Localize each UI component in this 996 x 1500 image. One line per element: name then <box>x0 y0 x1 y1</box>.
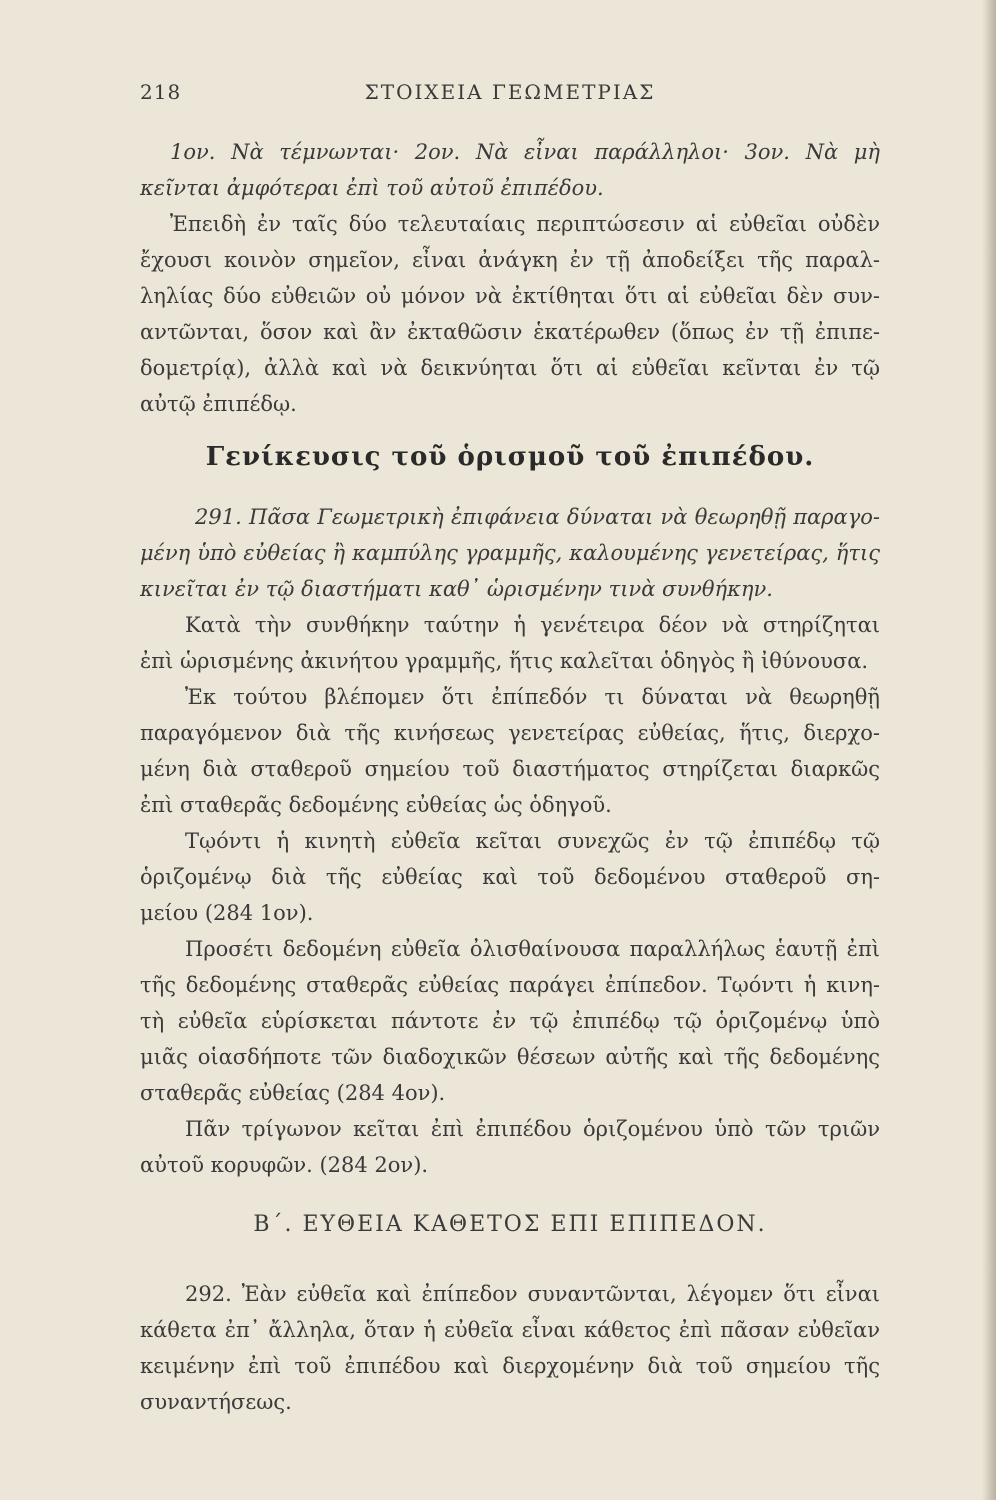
text-line: ἐπὶ σταθερᾶς δεδομένης εὐθείας ὡς ὁδηγοῦ. <box>140 793 612 817</box>
text-line: Προσέτι δεδομένη εὐθεῖα ὀλισθαίνουσα παραλλήλως ἑαυτῇ ἐπὶ <box>185 937 880 961</box>
text-line: Τῳόντι ἡ κινητὴ εὐθεῖα κεῖται συνεχῶς ἐν τῷ ἐπιπέδῳ τῷ <box>185 829 880 853</box>
text-line: κεῖνται ἀμφότεραι ἐπὶ τοῦ αὐτοῦ ἐπιπέδου. <box>140 176 604 200</box>
text-line: μένη ὑπὸ εὐθείας ἢ καμπύλης γραμμῆς, καλουμένης γενετείρας, ἥτις <box>140 541 880 565</box>
text-line: μιᾶς οἱασδήποτε τῶν διαδοχικῶν θέσεων αὐτῆς καὶ τῆς δεδομένης <box>140 1045 880 1069</box>
text-line: 292. Ἐὰν εὐθεῖα καὶ ἐπίπεδον συναντῶνται, λέγομεν ὅτι εἶναι <box>185 1282 880 1306</box>
text-line: παραγόμενον διὰ τῆς κινήσεως γενετείρας εὐθείας, ἥτις, διερχο- <box>140 721 880 745</box>
text-line: τὴ εὐθεῖα εὑρίσκεται πάντοτε ἐν τῷ ἐπιπέδῳ τῷ ὁριζομένῳ ὑπὸ <box>140 1009 880 1033</box>
text-line: Πᾶν τρίγωνον κεῖται ἐπὶ ἐπιπέδου ὁριζομένου ὑπὸ τῶν τριῶν <box>185 1117 880 1141</box>
text-line: αὐτοῦ κορυφῶν. (284 2ον). <box>140 1153 429 1177</box>
text-line: Ἐπειδὴ ἐν ταῖς δύο τελευταίαις περιπτώσεσιν αἱ εὐθεῖαι οὐδὲν <box>170 212 880 236</box>
page-number: 218 <box>140 80 182 104</box>
text-line: κινεῖται ἐν τῷ διαστήματι καθ᾽ ὡρισμένην τινὰ συνθήκην. <box>140 577 773 601</box>
text-line: τῆς δεδομένης σταθερᾶς εὐθείας παράγει ἐπίπεδον. Τῳόντι ἡ κινη- <box>140 973 880 997</box>
text-line: 291. Πᾶσα Γεωμετρικὴ ἐπιφάνεια δύναται νὰ θεωρηθῇ παραγο- <box>195 505 880 529</box>
text-line: 1ον. Νὰ τέμνωνται· 2ον. Νὰ εἶναι παράλληλοι· 3ον. Νὰ μὴ <box>170 140 880 164</box>
section-title: Β΄. ΕΥΘΕΙΑ ΚΑΘΕΤΟΣ ΕΠΙ ΕΠΙΠΕΔΟΝ. <box>253 1212 767 1237</box>
text-line: ὁριζομένῳ διὰ τῆς εὐθείας καὶ τοῦ δεδομένου σταθεροῦ ση- <box>140 865 880 889</box>
text-line: μένη διὰ σταθεροῦ σημείου τοῦ διαστήματος στηρίζεται διαρκῶς <box>140 757 880 781</box>
page-edge-shadow <box>982 0 996 1500</box>
running-title: ΣΤΟΙΧΕΙΑ ΓΕΩΜΕΤΡΙΑΣ <box>364 80 656 104</box>
text-line: σταθερᾶς εὐθείας (284 4ον). <box>140 1081 446 1105</box>
page-header <box>140 80 880 110</box>
text-line: μείου (284 1ον). <box>140 901 314 925</box>
text-line: Κατὰ τὴν συνθήκην ταύτην ἡ γενέτειρα δέον νὰ στηρίζηται <box>185 613 880 637</box>
text-line: ἐπὶ ὡρισμένης ἀκινήτου γραμμῆς, ἥτις καλεῖται ὁδηγὸς ἢ ἰθύνουσα. <box>140 649 869 673</box>
text-line: ληλίας δύο εὐθειῶν οὐ μόνον νὰ ἐκτίθηται ὅτι αἱ εὐθεῖαι δὲν συν- <box>140 284 880 308</box>
subsection-heading: Γενίκευσις τοῦ ὁρισμοῦ τοῦ ἐπιπέδου. <box>205 442 815 472</box>
text-line: κάθετα ἐπ᾽ ἄλληλα, ὅταν ἡ εὐθεῖα εἶναι κάθετος ἐπὶ πᾶσαν εὐθεῖαν <box>140 1318 880 1342</box>
text-line: αντῶνται, ὅσον καὶ ἂν ἐκταθῶσιν ἑκατέρωθεν (ὅπως ἐν τῇ ἐπιπε- <box>140 320 880 344</box>
text-line: δομετρίᾳ), ἀλλὰ καὶ νὰ δεικνύηται ὅτι αἱ εὐθεῖαι κεῖνται ἐν τῷ <box>140 356 880 380</box>
text-line: αὐτῷ ἐπιπέδῳ. <box>140 392 297 416</box>
text-line: Ἐκ τούτου βλέπομεν ὅτι ἐπίπεδόν τι δύναται νὰ θεωρηθῇ <box>185 685 880 709</box>
text-line: κειμένην ἐπὶ τοῦ ἐπιπέδου καὶ διερχομένην διὰ τοῦ σημείου τῆς <box>140 1354 880 1378</box>
text-line: συναντήσεως. <box>140 1390 292 1414</box>
text-line: ἔχουσι κοινὸν σημεῖον, εἶναι ἀνάγκη ἐν τῇ ἀποδείξει τῆς παραλ- <box>140 248 880 272</box>
